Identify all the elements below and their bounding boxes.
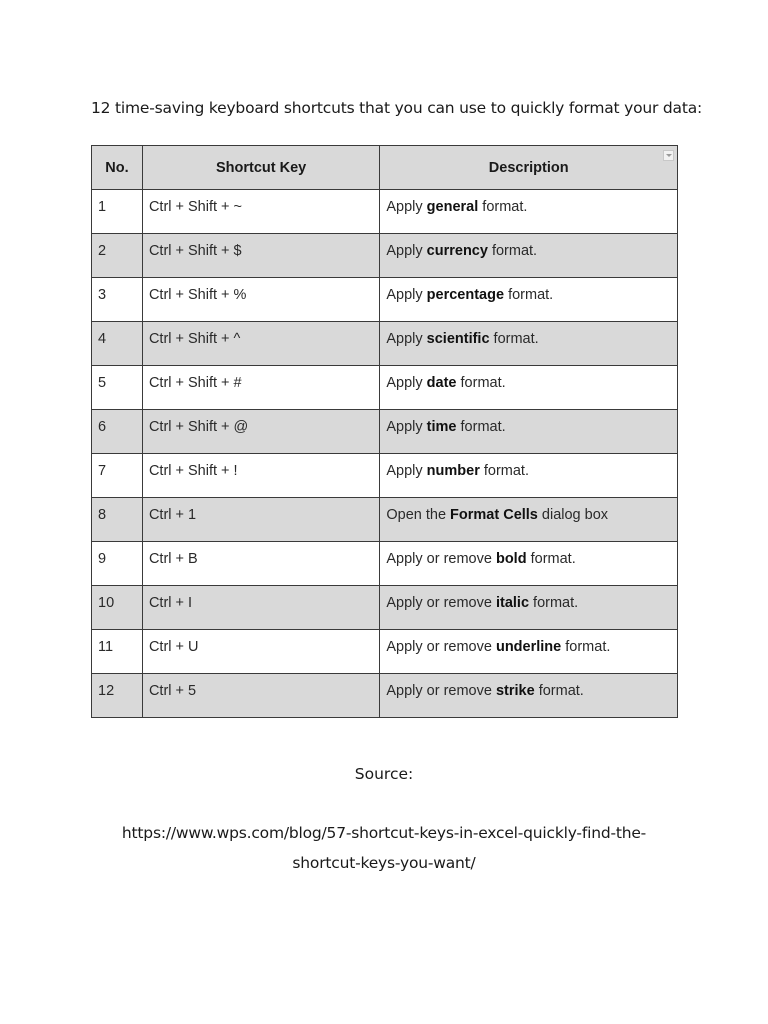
row-number-cell: 9 [92,542,143,586]
description-text: Apply [386,463,427,479]
description-text: Apply [386,331,427,347]
table-row [92,674,678,718]
shortcut-key-cell: Ctrl + Shift + # [142,366,379,410]
description-text: Apply or remove [386,595,496,611]
table-row [92,542,678,586]
table-row [92,498,678,542]
table-row [92,366,678,410]
description-emphasis: number [426,463,480,479]
row-number-cell: 2 [92,234,143,278]
description-text: Apply [386,375,427,391]
header-no: No. [92,146,143,190]
shortcut-key-cell: Ctrl + 5 [142,674,379,718]
table-body [92,190,678,718]
row-number-cell: 6 [92,410,143,454]
description-cell [380,542,678,586]
description-cell [380,674,678,718]
row-number-cell: 3 [92,278,143,322]
description-text: Apply or remove [386,683,496,699]
description-cell [380,630,678,674]
header-description [380,146,678,190]
description-emphasis: scientific [426,331,490,347]
description-emphasis: percentage [426,287,505,303]
table-row [92,586,678,630]
row-number-cell: 1 [92,190,143,234]
description-text: format. [487,243,538,259]
shortcut-key-cell: Ctrl + Shift + $ [142,234,379,278]
table-row [92,234,678,278]
description-emphasis: general [426,199,479,215]
shortcut-key-cell: Ctrl + Shift + ~ [142,190,379,234]
description-cell [380,322,678,366]
intro-text: 12 time-saving keyboard shortcuts that you can use to quickly format your data: [91,99,703,117]
description-text: Apply [386,199,427,215]
description-cell [380,586,678,630]
description-text: Apply [386,287,427,303]
row-number-cell: 11 [92,630,143,674]
row-number-cell: 12 [92,674,143,718]
description-text: format. [526,551,576,567]
description-text: Open the [386,507,451,523]
description-text: format. [529,595,579,611]
description-text: format. [456,375,506,391]
header-description-label: Description [488,159,569,176]
shortcut-key-cell: Ctrl + Shift + ^ [142,322,379,366]
description-emphasis: bold [495,551,527,567]
description-cell [380,454,678,498]
description-text: Apply or remove [386,551,496,567]
filter-dropdown-icon[interactable] [663,150,674,161]
shortcut-key-cell: Ctrl + Shift + ! [142,454,379,498]
table-header-row [92,146,678,190]
description-text: format. [478,199,528,215]
table-row [92,322,678,366]
shortcut-key-cell: Ctrl + B [142,542,379,586]
description-text: format. [561,639,611,655]
description-text: format. [534,683,584,699]
description-emphasis: underline [495,639,562,655]
description-text: format. [456,419,506,435]
table-row [92,410,678,454]
description-emphasis: strike [495,683,535,699]
description-emphasis: italic [495,595,530,611]
table-row [92,454,678,498]
description-emphasis: time [426,419,457,435]
shortcut-key-cell: Ctrl + I [142,586,379,630]
table-row [92,278,678,322]
source-url-link[interactable]: https://www.wps.com/blog/57-shortcut-keys-in-excel-quickly-find-the-shortcut-keys-you-want/ [121,824,647,872]
description-text: Apply or remove [386,639,496,655]
description-cell [380,410,678,454]
description-emphasis: date [426,375,457,391]
shortcuts-table [91,145,678,718]
row-number-cell: 5 [92,366,143,410]
description-cell [380,278,678,322]
description-text: format. [504,287,554,303]
shortcut-key-cell: Ctrl + Shift + % [142,278,379,322]
shortcut-key-cell: Ctrl + U [142,630,379,674]
row-number-cell: 8 [92,498,143,542]
table-row [92,630,678,674]
shortcut-key-cell: Ctrl + Shift + @ [142,410,379,454]
description-text: format. [489,331,539,347]
source-label: Source: [354,765,414,783]
table-row [92,190,678,234]
description-cell [380,234,678,278]
row-number-cell: 10 [92,586,143,630]
shortcut-key-cell: Ctrl + 1 [142,498,379,542]
description-cell [380,498,678,542]
row-number-cell: 7 [92,454,143,498]
description-text: dialog box [537,507,609,523]
description-cell [380,190,678,234]
header-shortcut-key: Shortcut Key [142,146,379,190]
description-text: format. [479,463,529,479]
description-emphasis: currency [426,243,488,259]
description-text: Apply [386,419,427,435]
description-cell [380,366,678,410]
description-emphasis: Format Cells [450,507,538,523]
description-text: Apply [386,243,427,259]
row-number-cell: 4 [92,322,143,366]
